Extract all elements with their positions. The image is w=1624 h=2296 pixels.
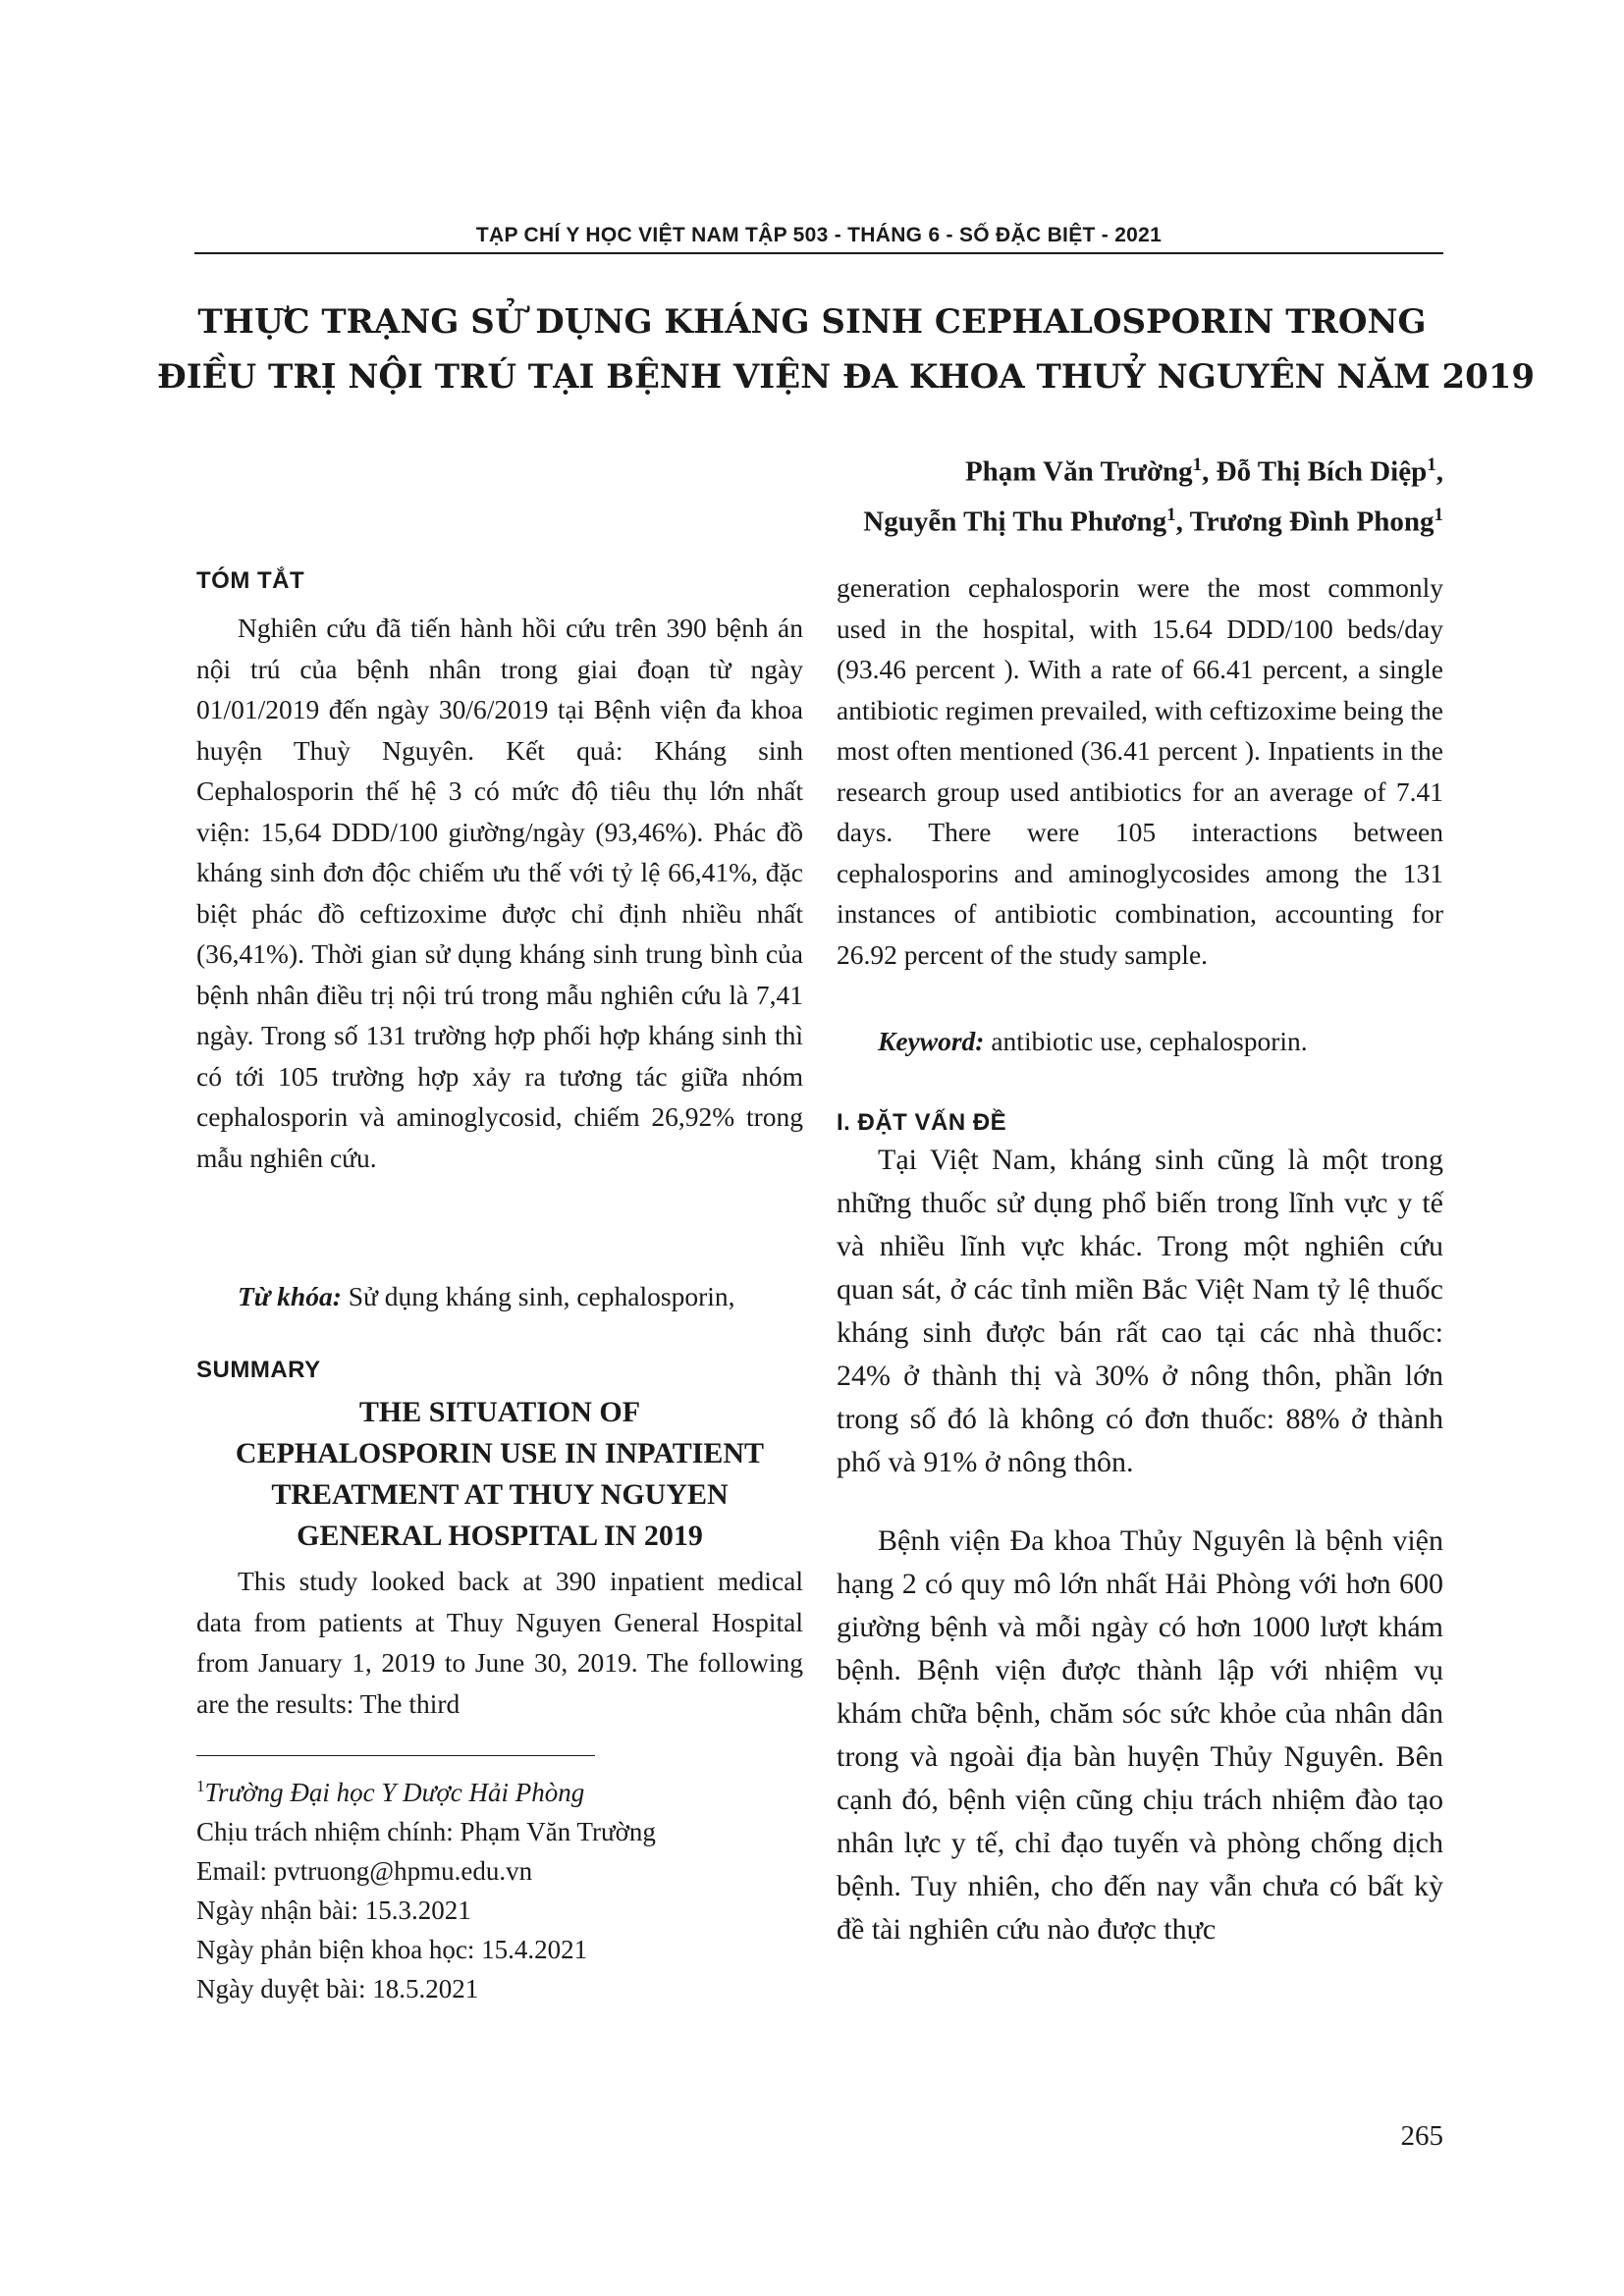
affiliation-text: Trường Đại học Y Dược Hải Phòng bbox=[204, 1778, 585, 1807]
intro-paragraph-1: Tại Việt Nam, kháng sinh cũng là một trong những thuốc sử dụng phổ biến trong lĩnh vực y tế và nhiều lĩnh vực khác. Trong một nghiên cứu quan sát, ở các tỉnh miền Bắc Việt Nam tỷ lệ thuốc kháng sinh được bán rất cao tại các nhà thuốc: 24% ở thành thị và 30% ở nông thôn, phần lớn trong số đó là không có đơn thuốc: 88% ở thành phố và 91% ở nông thôn. bbox=[837, 1144, 1443, 1478]
summary-body-right: generation cephalosporin were the most commonly used in the hospital, with 15.64 DDD/100 beds/day (93.46 percent ). With a rate of 66.41 percent, a single antibiotic regimen prevailed, with ceftizoxime being the most often mentioned (36.41 percent ). Inpatients in the research group used antibiotics for an average of 7.41 days. There were 105 interactions between cephalosporins and aminoglycosides among the 131 instances of antibiotic combination, accounting for 26.92 percent of the study sample. bbox=[837, 572, 1443, 970]
footnote-rule bbox=[196, 1755, 595, 1756]
author-separator: , bbox=[1175, 506, 1190, 538]
summary-title-line: CEPHALOSPORIN USE IN INPATIENT bbox=[235, 1437, 765, 1469]
author-name: Đỗ Thị Bích Diệp bbox=[1216, 455, 1428, 488]
author-name: Nguyễn Thị Thu Phương bbox=[863, 506, 1167, 538]
author-line-2 bbox=[863, 494, 1443, 544]
tom-tat-keywords bbox=[196, 1276, 803, 1317]
intro-paragraph-2: Bệnh viện Đa khoa Thủy Nguyên là bệnh viện hạng 2 có quy mô lớn nhất Hải Phòng với hơn 600 giường bệnh và mỗi ngày có hơn 1000 lượt khám bệnh. Bệnh viện được thành lập với nhiệm vụ khám chữa bệnh, chăm sóc sức khỏe của nhân dân trong và ngoài địa bàn huyện Thủy Nguyên. Bên cạnh đó, bệnh viện cũng chịu trách nhiệm đào tạo nhân lực y tế, chỉ đạo tuyến và phòng chống dịch bệnh. Tuy nhiên, cho đến nay vẫn chưa có bất kỳ đề tài nghiên cứu nào được thực bbox=[837, 1524, 1443, 1946]
footnotes bbox=[196, 1767, 805, 2008]
tom-tat-heading: TÓM TẮT bbox=[196, 567, 305, 594]
author-separator: , bbox=[1435, 455, 1443, 488]
footnote-email: Email: pvtruong@hpmu.edu.vn bbox=[196, 1856, 533, 1886]
article-title bbox=[157, 294, 1536, 404]
title-line-1: THỰC TRẠNG SỬ DỤNG KHÁNG SINH CEPHALOSPORIN TRONG bbox=[197, 302, 1427, 342]
summary-body-left: This study looked back at 390 inpatient medical data from patients at Thuy Nguyen General Hospital from January 1, 2019 to June 30, 2019. The following are the results: The third bbox=[196, 1566, 803, 1719]
intro-heading: I. ĐẶT VẤN ĐỀ bbox=[837, 1109, 1007, 1136]
title-line-2: ĐIỀU TRỊ NỘI TRÚ TẠI BỆNH VIỆN ĐA KHOA THUỶ NGUYÊN NĂM 2019 bbox=[157, 357, 1536, 397]
author-separator: , bbox=[1202, 455, 1217, 488]
footnote-reviewed: Ngày phản biện khoa học: 15.4.2021 bbox=[196, 1935, 588, 1964]
keyword-label: Keyword: bbox=[878, 1026, 985, 1056]
footnote-responsible: Chịu trách nhiệm chính: Phạm Văn Trường bbox=[196, 1817, 656, 1846]
summary-keywords bbox=[837, 1021, 1443, 1062]
summary-title-line: GENERAL HOSPITAL IN 2019 bbox=[297, 1520, 703, 1552]
footnote-received: Ngày nhận bài: 15.3.2021 bbox=[196, 1896, 471, 1925]
keyword-text: antibiotic use, cephalosporin. bbox=[984, 1026, 1308, 1056]
footnote-accepted: Ngày duyệt bài: 18.5.2021 bbox=[196, 1974, 479, 2003]
author-name: Phạm Văn Trường bbox=[964, 455, 1193, 488]
header-rule bbox=[194, 252, 1443, 254]
tom-tat-body: Nghiên cứu đã tiến hành hồi cứu trên 390 bệnh án nội trú của bệnh nhân trong giai đoạn từ ngày 01/01/2019 đến ngày 30/6/2019 tại Bệnh viện đa khoa huyện Thuỳ Nguyên. Kết quả: Kháng sinh Cephalosporin thế hệ 3 có mức độ tiêu thụ lớn nhất viện: 15,64 DDD/100 giường/ngày (93,46%). Phác đồ kháng sinh đơn độc chiếm ưu thế với tỷ lệ 66,41%, đặc biệt phác đồ ceftizoxime được chỉ định nhiều nhất (36,41%). Thời gian sử dụng kháng sinh trung bình của bệnh nhân điều trị nội trú trong mẫu nghiên cứu là 7,41 ngày. Trong số 131 trường hợp phối hợp kháng sinh thì có tới 105 trường hợp xảy ra tương tác giữa nhóm cephalosporin và aminoglycosid, chiếm 26,92% trong mẫu nghiên cứu. bbox=[196, 613, 803, 1173]
page-number: 265 bbox=[1400, 2120, 1443, 2152]
affiliation-mark: 1 bbox=[196, 1777, 205, 1795]
affiliation-mark: 1 bbox=[1166, 504, 1176, 525]
affiliation-mark: 1 bbox=[1434, 504, 1443, 525]
journal-header: TẠP CHÍ Y HỌC VIỆT NAM TẬP 503 - THÁNG 6 - SỐ ĐẶC BIỆT - 2021 bbox=[475, 224, 1163, 246]
keyword-label: Từ khóa: bbox=[238, 1281, 342, 1311]
affiliation-mark: 1 bbox=[1192, 454, 1203, 475]
summary-title bbox=[196, 1392, 803, 1557]
summary-title-line: TREATMENT AT THUY NGUYEN bbox=[271, 1478, 729, 1511]
summary-title-line: THE SITUATION OF bbox=[358, 1396, 641, 1428]
author-list bbox=[863, 444, 1443, 543]
author-line-1 bbox=[863, 444, 1443, 494]
keyword-text: Sử dụng kháng sinh, cephalosporin, bbox=[341, 1281, 735, 1311]
summary-heading: SUMMARY bbox=[196, 1357, 321, 1383]
footnote-affiliation bbox=[196, 1767, 805, 1812]
affiliation-mark: 1 bbox=[1427, 454, 1436, 475]
author-name: Trương Đình Phong bbox=[1189, 506, 1435, 538]
